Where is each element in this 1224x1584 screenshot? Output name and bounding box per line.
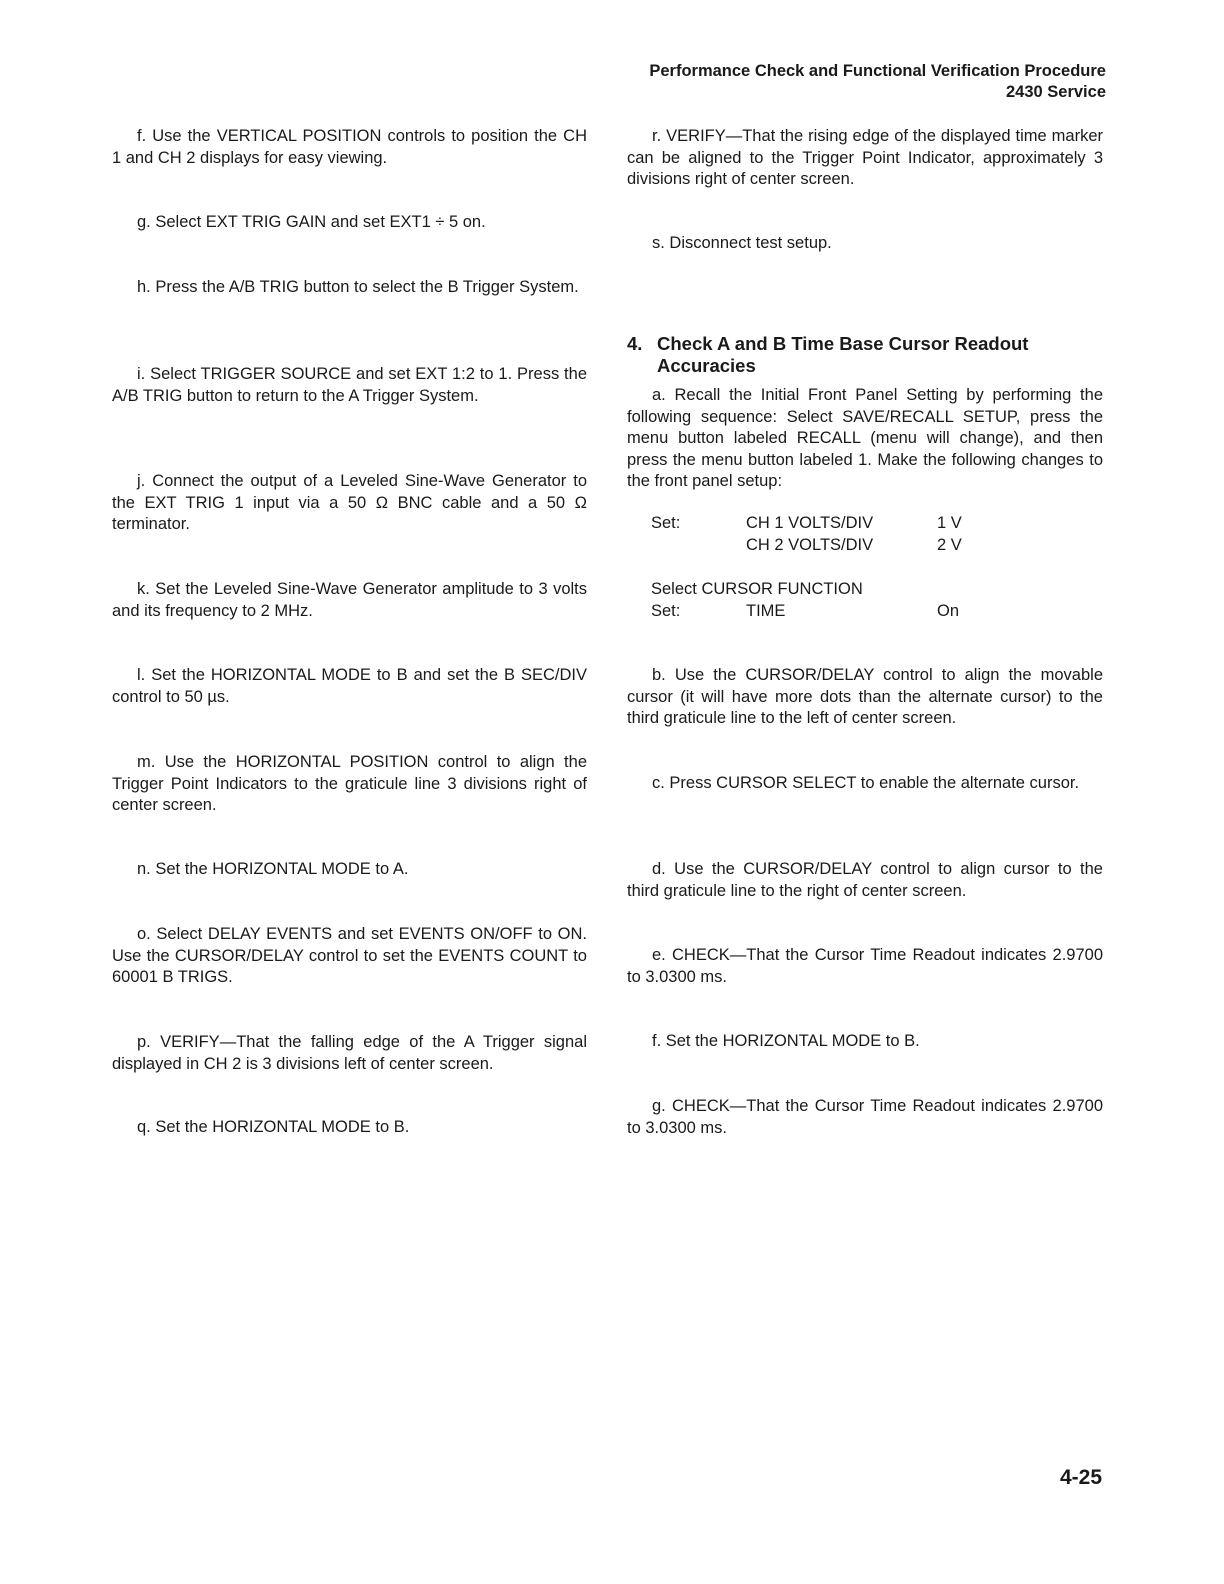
running-header bbox=[649, 61, 1106, 103]
ch1-volts-div-value: 1 V bbox=[937, 514, 962, 532]
section-heading bbox=[627, 333, 1103, 377]
step-g-left: g. Select EXT TRIG GAIN and set EXT1 ÷ 5 on. bbox=[137, 213, 486, 231]
step-d-right: d. Use the CURSOR/DELAY control to align cursor to the third graticule line to the right of center screen. bbox=[627, 860, 1103, 900]
step-r-right: r. VERIFY—That the rising edge of the displayed time marker can be aligned to the Trigger Point Indicator, approximately 3 divisions right of center screen. bbox=[627, 127, 1103, 188]
step-q-left: q. Set the HORIZONTAL MODE to B. bbox=[137, 1118, 410, 1136]
step-g-right: g. CHECK—That the Cursor Time Readout indicates 2.9700 to 3.0300 ms. bbox=[627, 1097, 1103, 1137]
step-f-left: f. Use the VERTICAL POSITION controls to position the CH 1 and CH 2 displays for easy viewing. bbox=[112, 127, 587, 167]
step-a-right: a. Recall the Initial Front Panel Setting by performing the following sequence: Select SAVE/RECALL SETUP, press the menu button labeled RECALL (menu will change), and then press the menu button labeled 1. Make the following changes to the front panel setup: bbox=[627, 386, 1103, 490]
step-b-right: b. Use the CURSOR/DELAY control to align the movable cursor (it will have more dots than the alternate cursor) to the third graticule line to the left of center screen. bbox=[627, 666, 1103, 727]
set-label: Set: bbox=[651, 514, 681, 532]
set-label: Set: bbox=[651, 602, 681, 620]
step-l-left: l. Set the HORIZONTAL MODE to B and set the B SEC/DIV control to 50 µs. bbox=[112, 666, 587, 706]
step-j-left: j. Connect the output of a Leveled Sine-Wave Generator to the EXT TRIG 1 input via a 50 Ω BNC cable and a 50 Ω terminator. bbox=[112, 472, 587, 533]
page-number: 4-25 bbox=[1059, 1466, 1102, 1489]
header-subtitle: 2430 Service bbox=[1005, 83, 1106, 101]
step-s-right: s. Disconnect test setup. bbox=[652, 234, 832, 252]
step-f-right: f. Set the HORIZONTAL MODE to B. bbox=[652, 1032, 920, 1050]
ch2-volts-div-value: 2 V bbox=[937, 536, 962, 554]
step-o-left: o. Select DELAY EVENTS and set EVENTS ON/OFF to ON. Use the CURSOR/DELAY control to set the EVENTS COUNT to 60001 B TRIGS. bbox=[112, 925, 587, 986]
step-c-right: c. Press CURSOR SELECT to enable the alternate cursor. bbox=[652, 774, 1080, 792]
time-value: On bbox=[937, 602, 960, 620]
header-title: Performance Check and Functional Verification Procedure bbox=[649, 62, 1106, 80]
section-number: 4. bbox=[627, 333, 643, 354]
step-n-left: n. Set the HORIZONTAL MODE to A. bbox=[137, 860, 409, 878]
step-k-left: k. Set the Leveled Sine-Wave Generator amplitude to 3 volts and its frequency to 2 MHz. bbox=[112, 580, 587, 620]
time-label: TIME bbox=[746, 602, 786, 620]
ch2-volts-div-label: CH 2 VOLTS/DIV bbox=[746, 536, 874, 554]
select-cursor-function: Select CURSOR FUNCTION bbox=[651, 580, 863, 598]
step-e-right: e. CHECK—That the Cursor Time Readout indicates 2.9700 to 3.0300 ms. bbox=[627, 946, 1103, 986]
step-m-left: m. Use the HORIZONTAL POSITION control to align the Trigger Point Indicators to the graticule line 3 divisions right of center screen. bbox=[112, 753, 587, 814]
step-h-left: h. Press the A/B TRIG button to select the B Trigger System. bbox=[137, 278, 579, 296]
step-i-left: i. Select TRIGGER SOURCE and set EXT 1:2 to 1. Press the A/B TRIG button to return to the A Trigger System. bbox=[112, 365, 587, 405]
section-title: Check A and B Time Base Cursor Readout Accuracies bbox=[657, 333, 1029, 376]
ch1-volts-div-label: CH 1 VOLTS/DIV bbox=[746, 514, 874, 532]
step-p-left: p. VERIFY—That the falling edge of the A Trigger signal displayed in CH 2 is 3 divisions left of center screen. bbox=[112, 1033, 587, 1073]
